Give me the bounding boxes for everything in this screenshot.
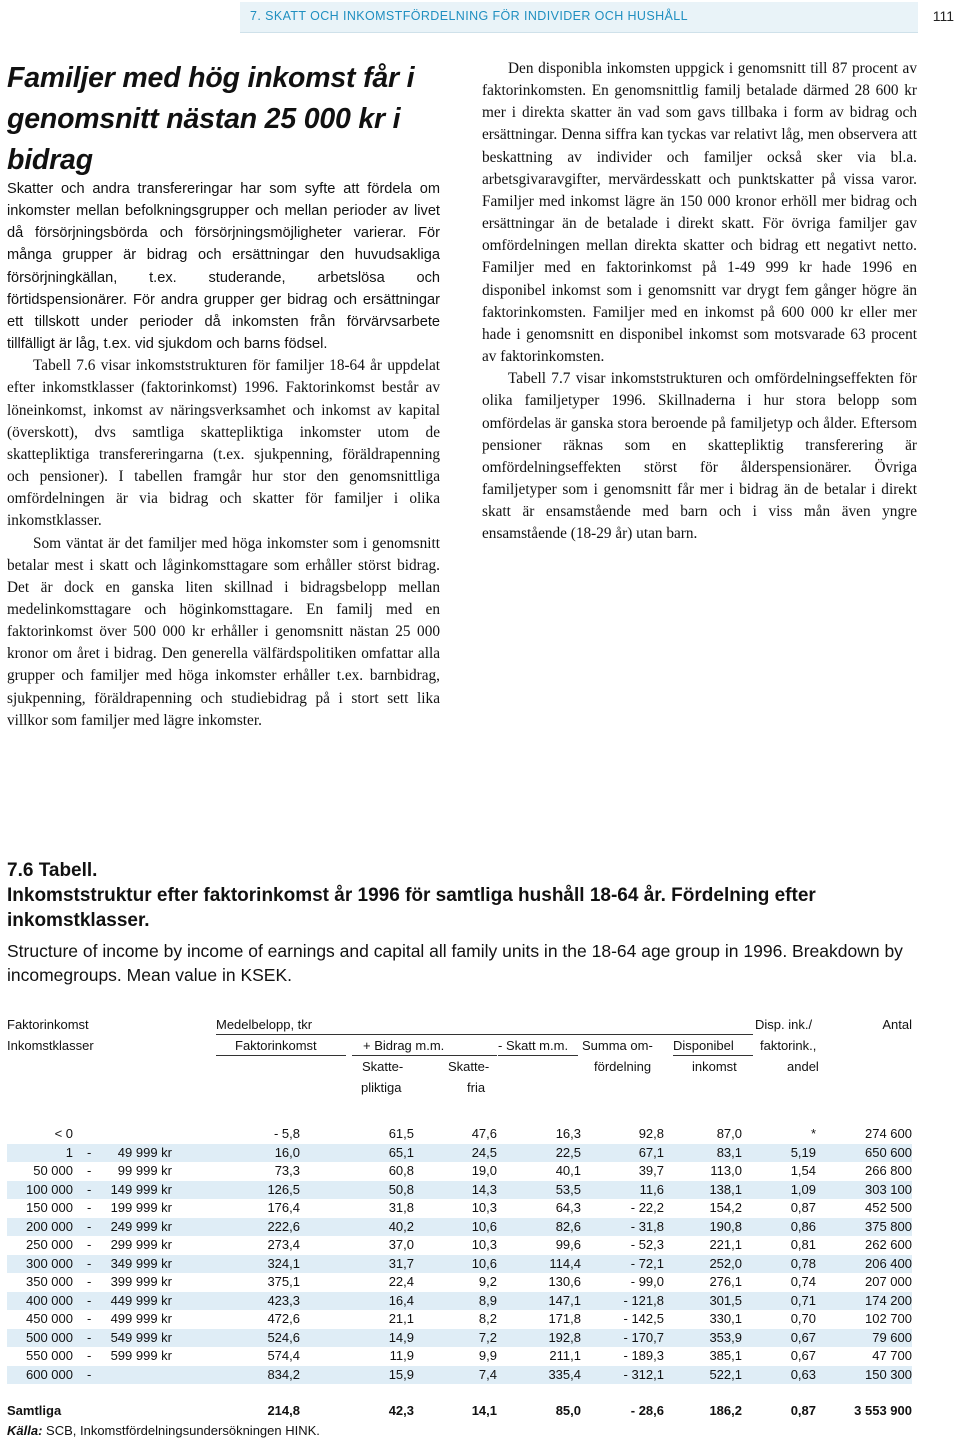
table-cell: 0,63 — [790, 1366, 816, 1382]
table-cell: 8,2 — [478, 1311, 497, 1326]
table-cell: 452 500 — [865, 1200, 912, 1215]
table-cell: - 170,7 — [623, 1329, 664, 1345]
table-row — [7, 1162, 912, 1181]
table-cell: 37,0 — [388, 1237, 414, 1252]
table-cell: 22,4 — [388, 1274, 414, 1289]
table-row — [7, 1366, 912, 1385]
table-cell: 79 600 — [872, 1329, 912, 1345]
table-cell: - 121,8 — [623, 1292, 664, 1308]
table-cell: 92,8 — [638, 1126, 664, 1141]
income-class-to: 199 999 kr — [110, 1200, 172, 1215]
table-cell: 87,0 — [716, 1126, 742, 1141]
income-class-to: 249 999 kr — [110, 1218, 172, 1234]
header-disponibel-1: Disponibel — [673, 1038, 734, 1053]
header-skattepliktiga-2: pliktiga — [361, 1080, 402, 1095]
table-cell: 150 300 — [865, 1366, 912, 1382]
table-cell: 40,1 — [555, 1163, 581, 1178]
table-cell: 60,8 — [388, 1163, 414, 1178]
income-class-from: 100 000 — [26, 1181, 73, 1197]
table-cell: 190,8 — [709, 1218, 742, 1234]
total-cell: 3 553 900 — [854, 1403, 912, 1418]
right-paragraph-2: Tabell 7.7 visar inkomststrukturen och omfördelningseffekten för olika familjetyper 1996. Skillnaderna i hur stora belopp som omfördelas är ganska stora beroende på familjetyp och ålder. Eftersom pensioner räknas som en skattepliktig transferering är omfördelningseffekten störst för ålderspensionärer. Övriga familjetyper som i genomsnitt får mer i bidrag än de betalar i direkt skatt är ensamstående med barn och i viss mån även yngre ensamstående (18-29 år) utan barn. — [482, 370, 917, 543]
header-summa-2: fördelning — [594, 1059, 652, 1074]
table-number: 7.6 Tabell. — [7, 860, 98, 881]
header-disp-ink-2: faktorink., — [760, 1038, 817, 1053]
income-class-from: 1 — [65, 1144, 73, 1160]
table-cell: 73,3 — [274, 1163, 300, 1178]
table-row — [7, 1310, 912, 1329]
table-cell: 192,8 — [548, 1329, 581, 1345]
income-class-to: 299 999 kr — [110, 1237, 172, 1252]
table-cell: 114,4 — [549, 1255, 581, 1271]
income-class-dash: - — [87, 1366, 92, 1382]
header-disponibel-2: inkomst — [692, 1059, 737, 1074]
table-cell: 303 100 — [865, 1181, 912, 1197]
income-class-to: 349 999 kr — [110, 1255, 172, 1271]
page-number: 111 — [932, 8, 954, 24]
header-underline — [216, 1055, 346, 1056]
table-cell: 385,1 — [709, 1348, 742, 1363]
table-cell: 650 600 — [865, 1144, 912, 1160]
income-class-from: 50 000 — [33, 1163, 73, 1178]
table-cell: 147,1 — [548, 1292, 581, 1308]
source-text: SCB, Inkomstfördelningsundersökningen HINK. — [46, 1422, 320, 1438]
table-row — [7, 1347, 912, 1366]
income-class-from: < 0 — [54, 1126, 73, 1141]
income-class-dash: - — [87, 1329, 92, 1345]
table-cell: 50,8 — [388, 1181, 414, 1197]
table-row — [7, 1292, 912, 1311]
total-cell: 0,87 — [790, 1403, 816, 1418]
table-title-swedish: Inkomststruktur efter faktorinkomst år 1996 för samtliga hushåll 18-64 år. Fördelning efter inkomstklasser. — [7, 885, 816, 931]
table-cell: 1,54 — [790, 1163, 816, 1178]
table-cell: 99,6 — [555, 1237, 581, 1252]
table-cell: 61,5 — [388, 1126, 414, 1141]
income-class-to: 449 999 kr — [110, 1292, 172, 1308]
header-faktorinkomst-col: Faktorinkomst — [235, 1038, 317, 1053]
table-header-row-1 — [7, 1016, 912, 1037]
table-cell: 524,6 — [267, 1329, 300, 1345]
table-cell: 7,4 — [478, 1366, 497, 1382]
income-class-to: 149 999 kr — [110, 1181, 172, 1197]
right-paragraph-1: Den disponibla inkomsten uppgick i genomsnitt till 87 procent av faktorinkomsten. En genomsnittlig familj betalade därmed 28 600 kr mer i direkta skatter än vad som gavs tillbaka i form av bidrag och ersättningar. Denna siffra kan tyckas var relativt låg, men observera att beskattning av individer och familjer också sker via bl.a. arbetsgivaravgifter, mervärdesskatt och punktskatter på vissa varor. Familjer med inkomst lägre än 150 000 kronor erhöll mer bidrag och ersättningar än de betalade i direkt skatt. För övriga familjer gav omfördelningen mellan direkta skatter och bidrag ett negativt netto. Familjer med en faktorinkomst på 1-49 999 kr hade 1996 en disponibel inkomst som i genomsnitt var drygt fem gånger högre än faktorinkomsten. Familjer med en inkomst på 600 000 kr eller mer hade i genomsnitt en disponibel inkomst som motsvarade 63 procent av faktorinkomsten. — [482, 60, 917, 366]
income-class-to: 399 999 kr — [110, 1274, 172, 1289]
table-cell: 5,19 — [790, 1144, 816, 1160]
table-cell: - 22,2 — [630, 1200, 664, 1215]
table-cell: 330,1 — [709, 1311, 742, 1326]
header-skattefria-1: Skatte- — [448, 1059, 490, 1074]
total-label: Samtliga — [7, 1403, 62, 1418]
table-row — [7, 1144, 912, 1163]
header-skatt: - Skatt m.m. — [498, 1038, 569, 1053]
total-cell: 42,3 — [388, 1403, 414, 1418]
header-underline — [673, 1055, 753, 1056]
table-cell: 154,2 — [709, 1200, 742, 1215]
table-row — [7, 1199, 912, 1218]
header-skattefria-2: fria — [467, 1080, 486, 1095]
table-cell: 171,8 — [548, 1311, 581, 1326]
left-paragraph-3: Som väntat är det familjer med höga inkomster som i genomsnitt betalar mest i skatt och låginkomsttagare som erhåller störst bidrag. Det är dock en ganska liten skillnad i bidragsbelopp mellan medelinkomsttagare och höginkomsttagare. En familj med en faktorinkomst över 500 000 kr erhåller i genomsnitt nästan 25 000 kronor om året i bidrag. Den generella välfärdspolitiken omfattar alla grupper och familjer med höga inkomster erhåller t.ex. barnbidrag, sjukpenning, föräldrapenning och studiebidrag på i stort sett lika villkor som familjer med lägre inkomster. — [7, 534, 440, 729]
article-heading: Familjer med hög inkomst får i genomsnitt nästan 25 000 kr i bidrag — [7, 62, 415, 176]
income-class-from: 350 000 — [26, 1274, 73, 1289]
income-class-dash: - — [87, 1163, 92, 1178]
table-cell: 1,09 — [790, 1181, 816, 1197]
table-cell: 472,6 — [267, 1311, 300, 1326]
table-cell: - 72,1 — [630, 1255, 664, 1271]
table-caption — [7, 858, 917, 987]
table-cell: 113,0 — [710, 1163, 742, 1178]
table-row — [7, 1125, 912, 1144]
table-header-row-2 — [7, 1037, 912, 1058]
income-class-to: 599 999 kr — [110, 1348, 172, 1363]
income-class-dash: - — [87, 1237, 92, 1252]
table-header-row-3 — [7, 1058, 912, 1079]
income-class-dash: - — [87, 1348, 92, 1363]
table-row — [7, 1218, 912, 1237]
table-row — [7, 1181, 912, 1200]
income-class-dash: - — [87, 1274, 92, 1289]
income-class-from: 400 000 — [26, 1292, 73, 1308]
income-class-to: 549 999 kr — [110, 1329, 172, 1345]
income-class-dash: - — [87, 1181, 92, 1197]
table-cell: 130,6 — [548, 1274, 581, 1289]
income-class-dash: - — [87, 1311, 92, 1326]
table-cell: 22,5 — [555, 1144, 581, 1160]
total-cell: 186,2 — [709, 1403, 742, 1418]
table-cell: 16,3 — [555, 1126, 581, 1141]
source-label: Källa: — [7, 1422, 43, 1438]
table-cell: 0,81 — [790, 1237, 816, 1252]
table-cell: 24,5 — [471, 1144, 497, 1160]
table-cell: 0,67 — [790, 1329, 816, 1345]
income-class-to: 499 999 kr — [110, 1311, 172, 1326]
table-cell: 206 400 — [865, 1255, 912, 1271]
table-cell: 21,1 — [388, 1311, 414, 1326]
table-cell: 176,4 — [267, 1200, 300, 1215]
table-cell: 10,3 — [471, 1200, 497, 1215]
table-cell: - 5,8 — [273, 1126, 300, 1141]
income-class-from: 200 000 — [26, 1218, 73, 1234]
left-column — [7, 178, 440, 732]
table-cell: 174 200 — [865, 1292, 912, 1308]
header-underline — [498, 1055, 578, 1056]
table-cell: 102 700 — [865, 1311, 912, 1326]
table-cell: 276,1 — [709, 1274, 742, 1289]
table-source — [7, 1423, 912, 1438]
table-cell: 0,87 — [790, 1200, 816, 1215]
table-cell: 39,7 — [638, 1163, 664, 1178]
left-paragraph-2: Tabell 7.6 visar inkomststrukturen för familjer 18-64 år uppdelat efter inkomstklasser (faktorinkomst) 1996. Faktorinkomst består av löneinkomst, inkomst av näringsverksamhet och inkomst av kapital (överskott), dvs samtliga skattepliktiga inkomster utom de skattepliktiga transfereringarna (t.ex. sjukpenning, föräldrapenning och pensioner). I tabellen framgår hur stor den genomsnittliga omfördelningen är via bidrag och skatter för familjer i olika inkomstklasser. — [7, 357, 440, 530]
header-underline — [352, 1055, 497, 1056]
table-cell: 64,3 — [555, 1200, 581, 1215]
table-cell: 31,7 — [388, 1255, 414, 1271]
income-class-dash: - — [87, 1292, 92, 1308]
table-cell: 53,5 — [555, 1181, 581, 1197]
table-cell: 375 800 — [865, 1218, 912, 1234]
income-class-from: 300 000 — [26, 1255, 73, 1271]
income-class-from: 550 000 — [26, 1348, 73, 1363]
header-underline — [216, 1034, 753, 1035]
table-cell: 222,6 — [267, 1218, 300, 1234]
income-class-from: 450 000 — [26, 1311, 73, 1326]
table-cell: 221,1 — [709, 1237, 742, 1252]
table-cell: - 312,1 — [623, 1366, 664, 1382]
total-cell: 85,0 — [555, 1403, 581, 1418]
table-cell: 82,6 — [555, 1218, 581, 1234]
table-cell: 47 700 — [872, 1348, 912, 1363]
table-header-row-4 — [7, 1079, 912, 1100]
table-cell: 16,4 — [388, 1292, 414, 1308]
section-title: 7. SKATT OCH INKOMSTFÖRDELNING FÖR INDIVIDER OCH HUSHÅLL — [250, 9, 688, 23]
table-cell: 375,1 — [267, 1274, 300, 1289]
table-cell: 0,74 — [790, 1274, 816, 1289]
income-class-to: 99 999 kr — [117, 1163, 172, 1178]
table-cell: 14,9 — [388, 1329, 414, 1345]
table-cell: 0,67 — [790, 1348, 816, 1363]
table-cell: 67,1 — [638, 1144, 664, 1160]
header-faktorinkomst: Faktorinkomst — [7, 1017, 89, 1032]
table-cell: * — [810, 1126, 816, 1141]
income-class-dash: - — [87, 1218, 92, 1234]
table-cell: 266 800 — [865, 1163, 912, 1178]
header-medelbelopp: Medelbelopp, tkr — [216, 1017, 313, 1032]
header-bidrag: + Bidrag m.m. — [363, 1038, 445, 1053]
table-cell: 353,9 — [709, 1329, 742, 1345]
table-total-row — [7, 1402, 912, 1421]
header-skattepliktiga-1: Skatte- — [362, 1059, 404, 1074]
total-cell: 214,8 — [267, 1403, 300, 1418]
table-cell: 522,1 — [709, 1366, 742, 1382]
table-cell: 423,3 — [267, 1292, 300, 1308]
table-cell: 11,6 — [639, 1181, 664, 1197]
table-cell: 834,2 — [267, 1366, 300, 1382]
income-class-dash: - — [87, 1255, 92, 1271]
income-class-from: 600 000 — [26, 1366, 73, 1382]
income-class-from: 500 000 — [26, 1329, 73, 1345]
table-body — [7, 1125, 912, 1384]
table-cell: 211,1 — [549, 1348, 581, 1363]
header-antal: Antal — [882, 1017, 912, 1032]
right-column — [482, 58, 917, 545]
table-row — [7, 1273, 912, 1292]
table-cell: 574,4 — [267, 1348, 300, 1363]
table-cell: - 99,0 — [630, 1274, 664, 1289]
table-cell: 0,86 — [790, 1218, 816, 1234]
income-class-to: 49 999 kr — [117, 1144, 172, 1160]
income-class-from: 150 000 — [26, 1200, 73, 1215]
table-title-english: Structure of income by income of earnings and capital all family units in the 18-64 age group in 1996. Breakdown by incomegroups. Mean value in KSEK. — [7, 941, 903, 985]
table-cell: 9,2 — [478, 1274, 497, 1289]
income-class-dash: - — [87, 1144, 92, 1160]
table-cell: 0,78 — [790, 1255, 816, 1271]
income-class-from: 250 000 — [26, 1237, 73, 1252]
table-row — [7, 1329, 912, 1348]
table-cell: 126,5 — [267, 1181, 300, 1197]
table-row — [7, 1255, 912, 1274]
header-summa-1: Summa om- — [582, 1038, 653, 1053]
table-cell: - 142,5 — [623, 1311, 664, 1326]
table-cell: 274 600 — [865, 1126, 912, 1141]
table-cell: 252,0 — [709, 1255, 742, 1271]
header-inkomstklasser: Inkomstklasser — [7, 1038, 94, 1053]
table-cell: 47,6 — [471, 1126, 497, 1141]
table-cell: 273,4 — [267, 1237, 300, 1252]
total-cell: - 28,6 — [630, 1403, 664, 1418]
table-cell: 65,1 — [388, 1144, 414, 1160]
table-cell: 11,9 — [389, 1348, 414, 1363]
table-cell: 10,6 — [471, 1255, 497, 1271]
table-cell: 301,5 — [709, 1292, 742, 1308]
table-cell: 40,2 — [388, 1218, 414, 1234]
table-cell: 138,1 — [709, 1181, 742, 1197]
table-cell: - 52,3 — [630, 1237, 664, 1252]
income-structure-table — [7, 1016, 912, 1438]
table-cell: 10,3 — [471, 1237, 497, 1252]
table-cell: 19,0 — [471, 1163, 497, 1178]
table-cell: 9,9 — [478, 1348, 497, 1363]
table-cell: 8,9 — [478, 1292, 497, 1308]
header-disp-ink-3: andel — [787, 1059, 819, 1074]
table-cell: - 31,8 — [630, 1218, 664, 1234]
left-paragraph-1: Skatter och andra transfereringar har som syfte att fördela om inkomster mellan befolkningsgrupper och mellan perioder av livet då försörjningsbörda och försörjningsmöjligheter varierar. För många grupper är bidrag och ersättningar den huvudsakliga försörjningkällan, t.ex. studerande, arbetslösa och förtidspensionärer. För andra grupper ger bidrag och ersättningar ett tillskott under perioder då inkomsten från förvärvsarbete tillfälligt är låg, t.ex. vid sjukdom och barns födsel. — [7, 181, 440, 353]
table-row — [7, 1236, 912, 1255]
table-cell: 15,9 — [388, 1366, 414, 1382]
table-cell: 14,3 — [471, 1181, 497, 1197]
header-disp-ink-1: Disp. ink./ — [755, 1017, 813, 1032]
table-cell: 7,2 — [478, 1329, 497, 1345]
table-cell: 31,8 — [388, 1200, 414, 1215]
total-cell: 14,1 — [471, 1403, 497, 1418]
table-cell: 335,4 — [548, 1366, 581, 1382]
table-cell: 0,71 — [790, 1292, 816, 1308]
income-class-dash: - — [87, 1200, 92, 1215]
table-cell: 16,0 — [274, 1144, 300, 1160]
table-cell: 0,70 — [790, 1311, 816, 1326]
table-cell: 83,1 — [716, 1144, 742, 1160]
table-cell: 262 600 — [865, 1237, 912, 1252]
table-cell: 324,1 — [267, 1255, 300, 1271]
table-cell: - 189,3 — [623, 1348, 664, 1363]
table-cell: 207 000 — [865, 1274, 912, 1289]
table-cell: 10,6 — [471, 1218, 497, 1234]
